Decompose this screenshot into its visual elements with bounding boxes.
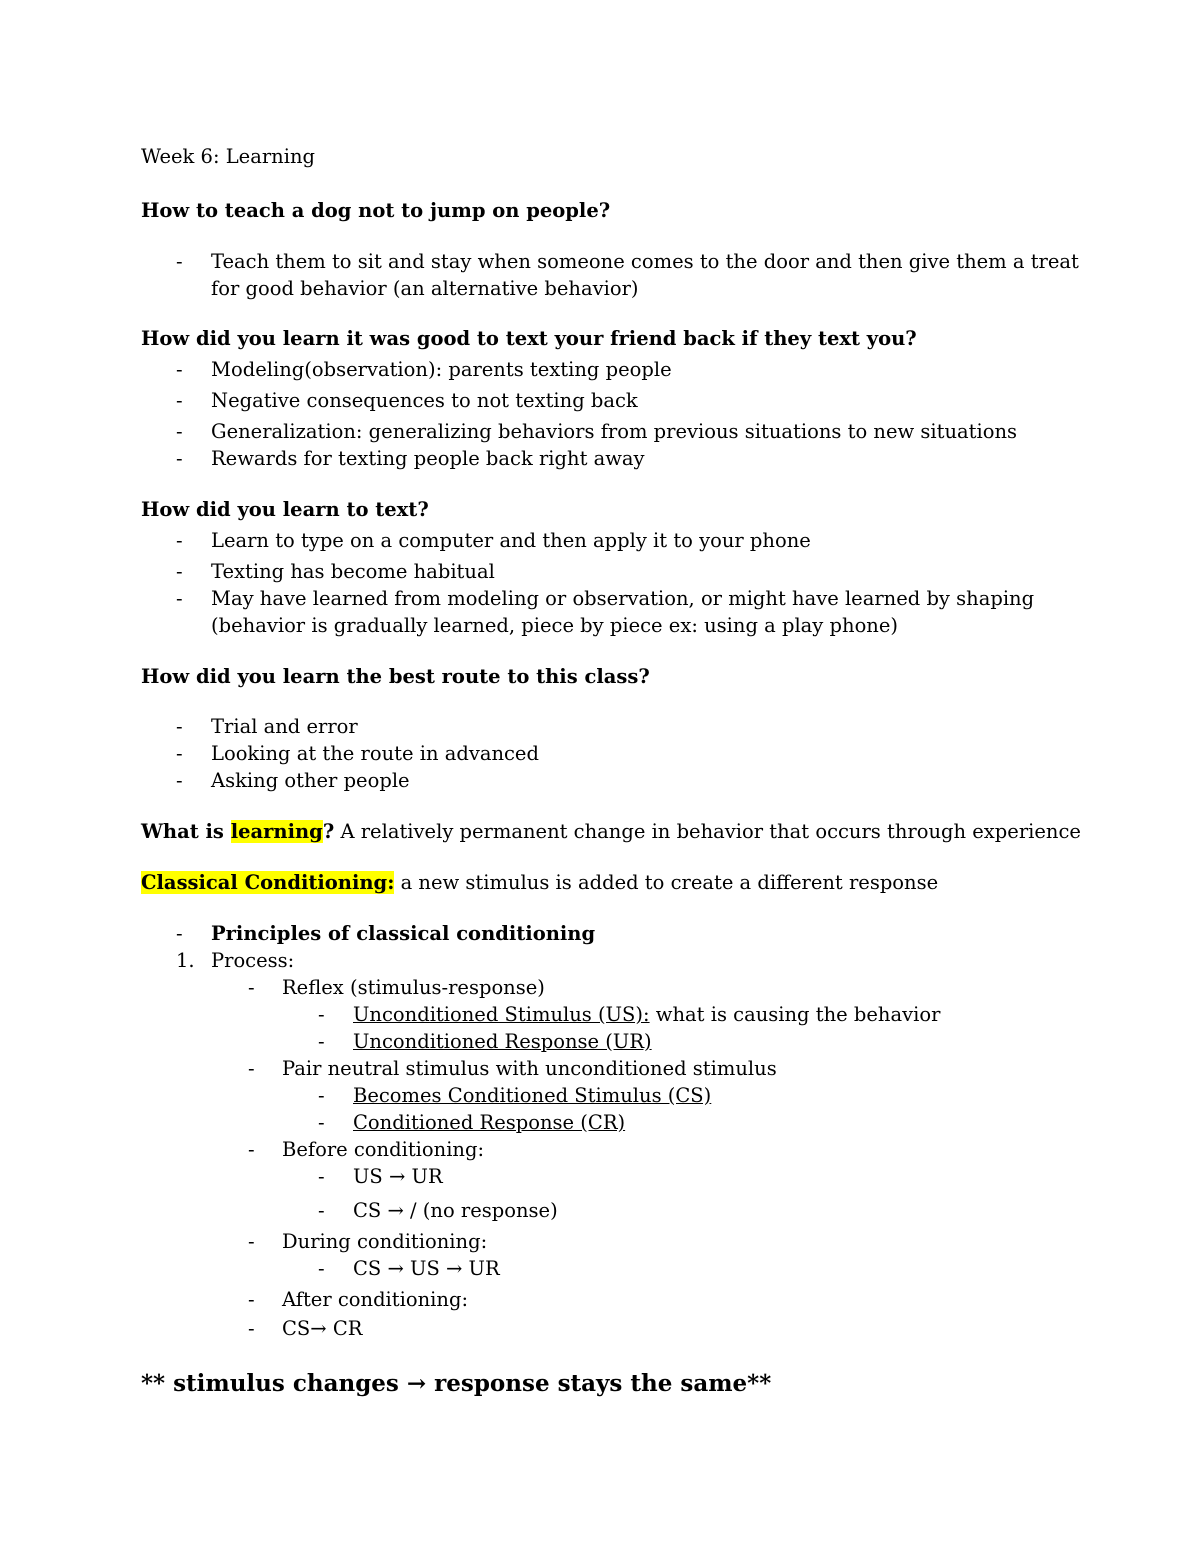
bullet: - [318, 1030, 325, 1053]
bullet: - [176, 250, 183, 273]
principles-heading: Principles of classical conditioning [211, 922, 596, 945]
list-item: Rewards for texting people back right away [211, 447, 645, 470]
cr-item: Conditioned Response (CR) [353, 1111, 626, 1134]
list-item: Modeling(observation): parents texting people [211, 358, 672, 381]
list-item: Generalization: generalizing behaviors from previous situations to new situations [211, 420, 1018, 443]
during-item-1: CS → US → UR [353, 1257, 500, 1280]
bullet: - [318, 1257, 325, 1280]
list-item: Looking at the route in advanced [211, 742, 539, 765]
us-label: Unconditioned Stimulus (US): [353, 1003, 650, 1026]
list-item: Teach them to sit and stay when someone comes to the door and then give them a treat [211, 250, 1079, 273]
bullet: - [176, 587, 183, 610]
bullet: - [318, 1111, 325, 1134]
during-conditioning: During conditioning: [282, 1230, 488, 1253]
list-item: Texting has become habitual [211, 560, 495, 583]
list-number: 1. [176, 949, 195, 972]
learning-term: learning [230, 820, 323, 843]
bullet: - [248, 1317, 255, 1340]
bullet: - [318, 1003, 325, 1026]
classical-conditioning-term: Classical Conditioning: [141, 871, 395, 894]
before-item-2: CS → / (no response) [353, 1199, 558, 1222]
bullet: - [176, 420, 183, 443]
learning-definition [141, 820, 1081, 844]
list-item: May have learned from modeling or observation, or might have learned by shaping [211, 587, 1035, 610]
us-definition: what is causing the behavior [649, 1003, 941, 1026]
after-item-1: CS→ CR [282, 1317, 363, 1340]
list-item: Trial and error [211, 715, 358, 738]
list-item: Learn to type on a computer and then apply it to your phone [211, 529, 811, 552]
before-conditioning: Before conditioning: [282, 1138, 485, 1161]
ur-item: Unconditioned Response (UR) [353, 1030, 652, 1053]
bullet: - [176, 358, 183, 381]
learning-prefix: What is [141, 820, 231, 843]
bullet: - [176, 529, 183, 552]
us-item [353, 1003, 940, 1027]
list-item: Negative consequences to not texting back [211, 389, 638, 412]
list-item: Asking other people [211, 769, 410, 792]
question-heading-texting-back: How did you learn it was good to text your friend back if they text you? [141, 327, 917, 350]
question-heading-dog: How to teach a dog not to jump on people? [141, 199, 611, 222]
page-title: Week 6: Learning [141, 145, 315, 168]
classical-conditioning-text: a new stimulus is added to create a different response [394, 871, 939, 894]
bullet: - [176, 769, 183, 792]
bullet: - [176, 922, 183, 945]
before-item-1: US → UR [353, 1165, 443, 1188]
bullet: - [176, 742, 183, 765]
bullet: - [248, 1138, 255, 1161]
learning-definition-text: A relatively permanent change in behavior that occurs through experience [334, 820, 1081, 843]
process-label: Process: [211, 949, 295, 972]
bullet: - [318, 1199, 325, 1222]
classical-conditioning-definition [141, 871, 938, 895]
cs-item: Becomes Conditioned Stimulus (CS) [353, 1084, 712, 1107]
bullet: - [248, 1057, 255, 1080]
final-note: ** stimulus changes → response stays the same** [141, 1370, 772, 1397]
pair-item: Pair neutral stimulus with unconditioned stimulus [282, 1057, 777, 1080]
bullet: - [176, 389, 183, 412]
bullet: - [248, 1230, 255, 1253]
reflex-item: Reflex (stimulus-response) [282, 976, 545, 999]
bullet: - [176, 447, 183, 470]
learning-suffix: ? [322, 820, 335, 843]
list-item-continuation: (behavior is gradually learned, piece by piece ex: using a play phone) [211, 614, 899, 637]
bullet: - [318, 1165, 325, 1188]
question-heading-learn-text: How did you learn to text? [141, 498, 429, 521]
bullet: - [176, 715, 183, 738]
list-item-continuation: for good behavior (an alternative behavior) [211, 277, 639, 300]
question-heading-route: How did you learn the best route to this class? [141, 665, 650, 688]
bullet: - [318, 1084, 325, 1107]
bullet: - [176, 560, 183, 583]
bullet: - [248, 1288, 255, 1311]
bullet: - [248, 976, 255, 999]
after-conditioning: After conditioning: [282, 1288, 469, 1311]
